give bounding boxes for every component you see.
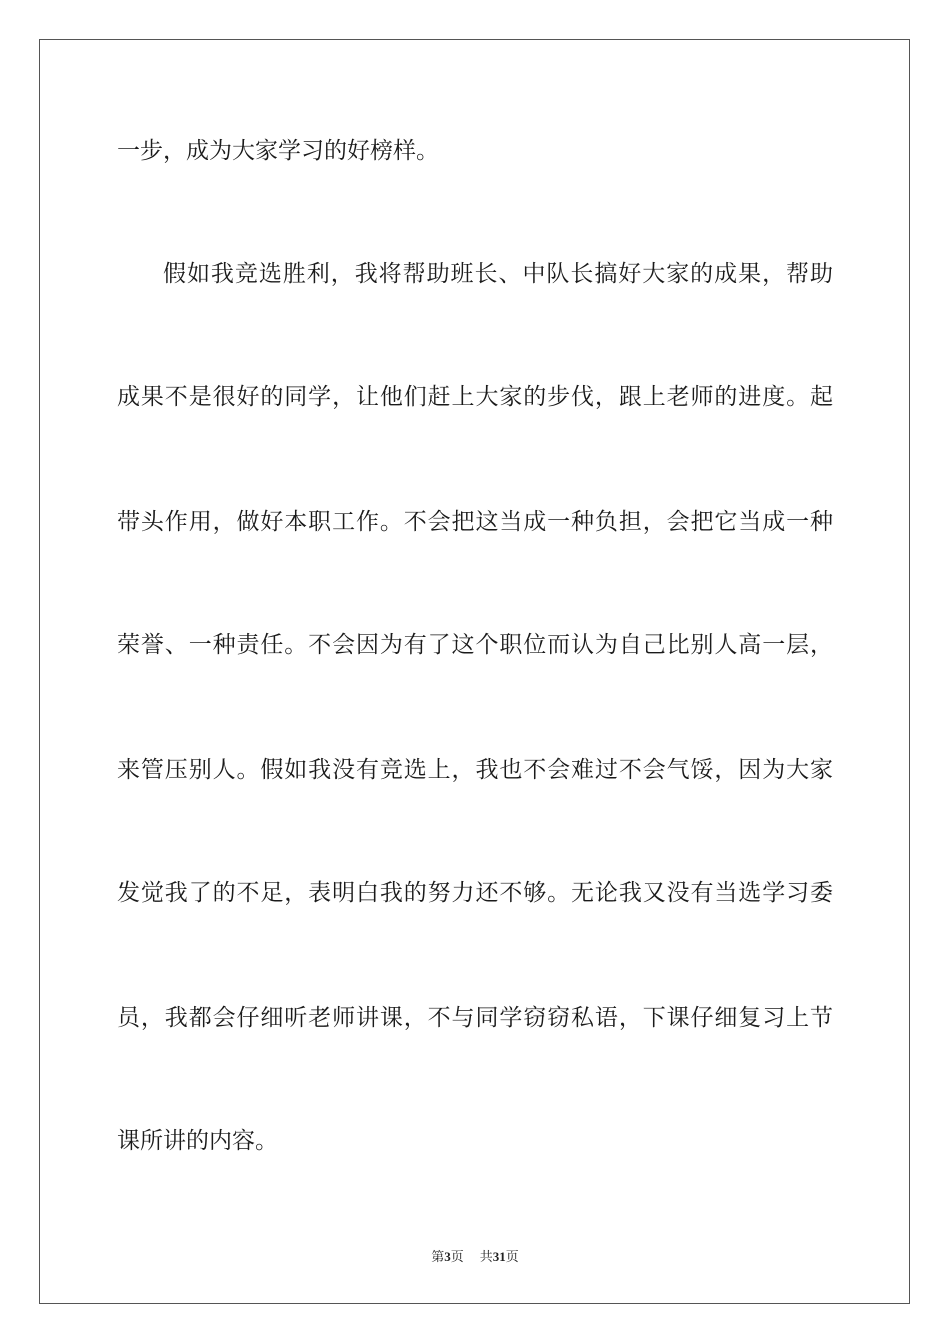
paragraph-line-6: 来管压别人。假如我没有竞选上，我也不会难过不会气馁，因为大家 [117, 757, 833, 783]
paragraph-line-8: 员，我都会仔细听老师讲课，不与同学窃窃私语，下课仔细复习上节 [117, 1005, 833, 1031]
page-prefix: 第 [431, 1250, 445, 1265]
paragraph-line-9: 课所讲的内容。 [117, 1128, 278, 1154]
paragraph-line-5: 荣誉、一种责任。不会因为有了这个职位而认为自己比别人高一层， [117, 632, 833, 658]
paragraph-line-2: 假如我竞选胜利，我将帮助班长、中队长搞好大家的成果，帮助 [163, 261, 833, 287]
total-prefix: 共 [479, 1250, 493, 1265]
total-pages: 31 [492, 1249, 506, 1264]
paragraph-line-1: 一步，成为大家学习的好榜样。 [117, 138, 439, 164]
page-footer [0, 1248, 950, 1267]
page-border [39, 39, 910, 1304]
page-number: 3 [444, 1249, 451, 1264]
paragraph-line-3: 成果不是很好的同学，让他们赶上大家的步伐，跟上老师的进度。起 [117, 384, 833, 410]
total-unit: 页 [505, 1250, 519, 1265]
page-unit: 页 [450, 1250, 464, 1265]
paragraph-line-4: 带头作用，做好本职工作。不会把这当成一种负担，会把它当成一种 [117, 509, 833, 535]
paragraph-line-7: 发觉我了的不足，表明白我的努力还不够。无论我又没有当选学习委 [117, 880, 833, 906]
